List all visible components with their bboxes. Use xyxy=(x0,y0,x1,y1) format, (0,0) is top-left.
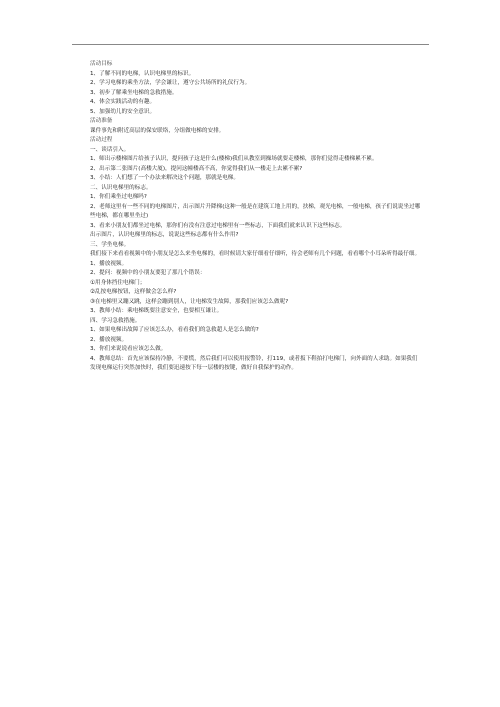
paragraph: 2、老师这里有一些不同的电梯图片，出示图片升降梯(这种一般是在建筑工地上用的，扶梯，观光电梯，一般电梯，孩子们说说坐过哪些电梯，都在哪里坐过) xyxy=(90,203,421,219)
paragraph: 3、你们来说说看应该怎么做。 xyxy=(90,346,167,352)
subheading: 四、学习急救措施。 xyxy=(90,317,141,324)
header-rule xyxy=(72,44,429,45)
paragraph: 课件事先和附近高层的保安联络，分组做电梯的安排。 xyxy=(90,127,225,134)
goal-item: 4、体会实践活动的有趣。 xyxy=(90,99,156,105)
paragraph: 2、提问：视频中的小朋友要犯了那几个错误： xyxy=(90,270,206,276)
list-item: ①用身体挡住电梯门； xyxy=(90,279,146,286)
paragraph: 4、教师总结：首先应该保持冷静，不要慌，然后我们可以使用报警铃，打119，或者扳下鞋拍打电梯门，向外面的人求助。如果我们发现电梯运行突然加快时，我们要迅速按下每一层楼的按键，做好自我保护的动作。 xyxy=(90,355,418,371)
paragraph: 1、师出示楼梯图片给孩子认识，提问孩子这是什么(楼梯)我们从教室到操场就要走楼梯，那你们觉得走楼梯累不累。 xyxy=(90,156,378,162)
section-heading-preparation: 活动准备 xyxy=(90,118,113,124)
subheading: 二、认识电梯里的标志。 xyxy=(90,184,152,191)
section-heading-goals: 活动目标 xyxy=(90,61,113,67)
subheading: 一、谈话引入。 xyxy=(90,146,130,153)
paragraph: 3、教师小结：乘电梯既要注意安全，也要相互谦让。 xyxy=(90,308,223,314)
list-item: ②乱按电梯按钮，这样做会怎么样? xyxy=(90,289,177,295)
paragraph: 2、播放视频。 xyxy=(90,336,128,343)
paragraph: 1、播放视频。 xyxy=(90,260,128,267)
paragraph: 出示图片，认识电梯里的标志，说说这些标志都有什么作用? xyxy=(90,232,239,238)
paragraph: 1、如果电梯出故障了应该怎么办，看看我们的急救超人是怎么做的? xyxy=(90,327,259,333)
paragraph: 1、你们乘坐过电梯吗? xyxy=(90,194,147,200)
goal-item: 5、加强幼儿的安全意识。 xyxy=(90,108,156,115)
paragraph: 2、出示第二张图片(高楼大厦)，提问这幢楼高不高，你觉得我们从一楼走上去累不累? xyxy=(90,165,303,172)
section-heading-process: 活动过程 xyxy=(90,137,113,143)
goal-item: 1、了解不同的电梯，认识电梯里的标识。 xyxy=(90,70,195,77)
goal-item: 3、初步了解乘坐电梯的急救措施。 xyxy=(90,89,178,96)
paragraph: 我们接下来看看视频中的小朋友是怎么来坐电梯的，看时候请大家仔细看仔细听，待会老师有几个问题，看看哪个小耳朵听得最仔细。 xyxy=(90,251,421,257)
list-item: ③在电梯里又蹦又跳，这样会蹦到别人，让电梯发生故障，那我们应该怎么做呢? xyxy=(90,298,289,305)
goal-item: 2、学习电梯的乘坐方法，学会谦让，遵守公共场所的礼仪行为。 xyxy=(90,80,251,86)
paragraph: 3、看来小朋友们都坐过电梯，那你们有没有注意过电梯里有一些标志，下面我们就来认识下这些标志。 xyxy=(90,222,346,229)
subheading: 三、学坐电梯。 xyxy=(90,241,130,248)
document-body xyxy=(90,60,422,374)
paragraph: 3、小结：人们想了一个办法来解决这个问题，那就是电梯。 xyxy=(90,175,239,181)
